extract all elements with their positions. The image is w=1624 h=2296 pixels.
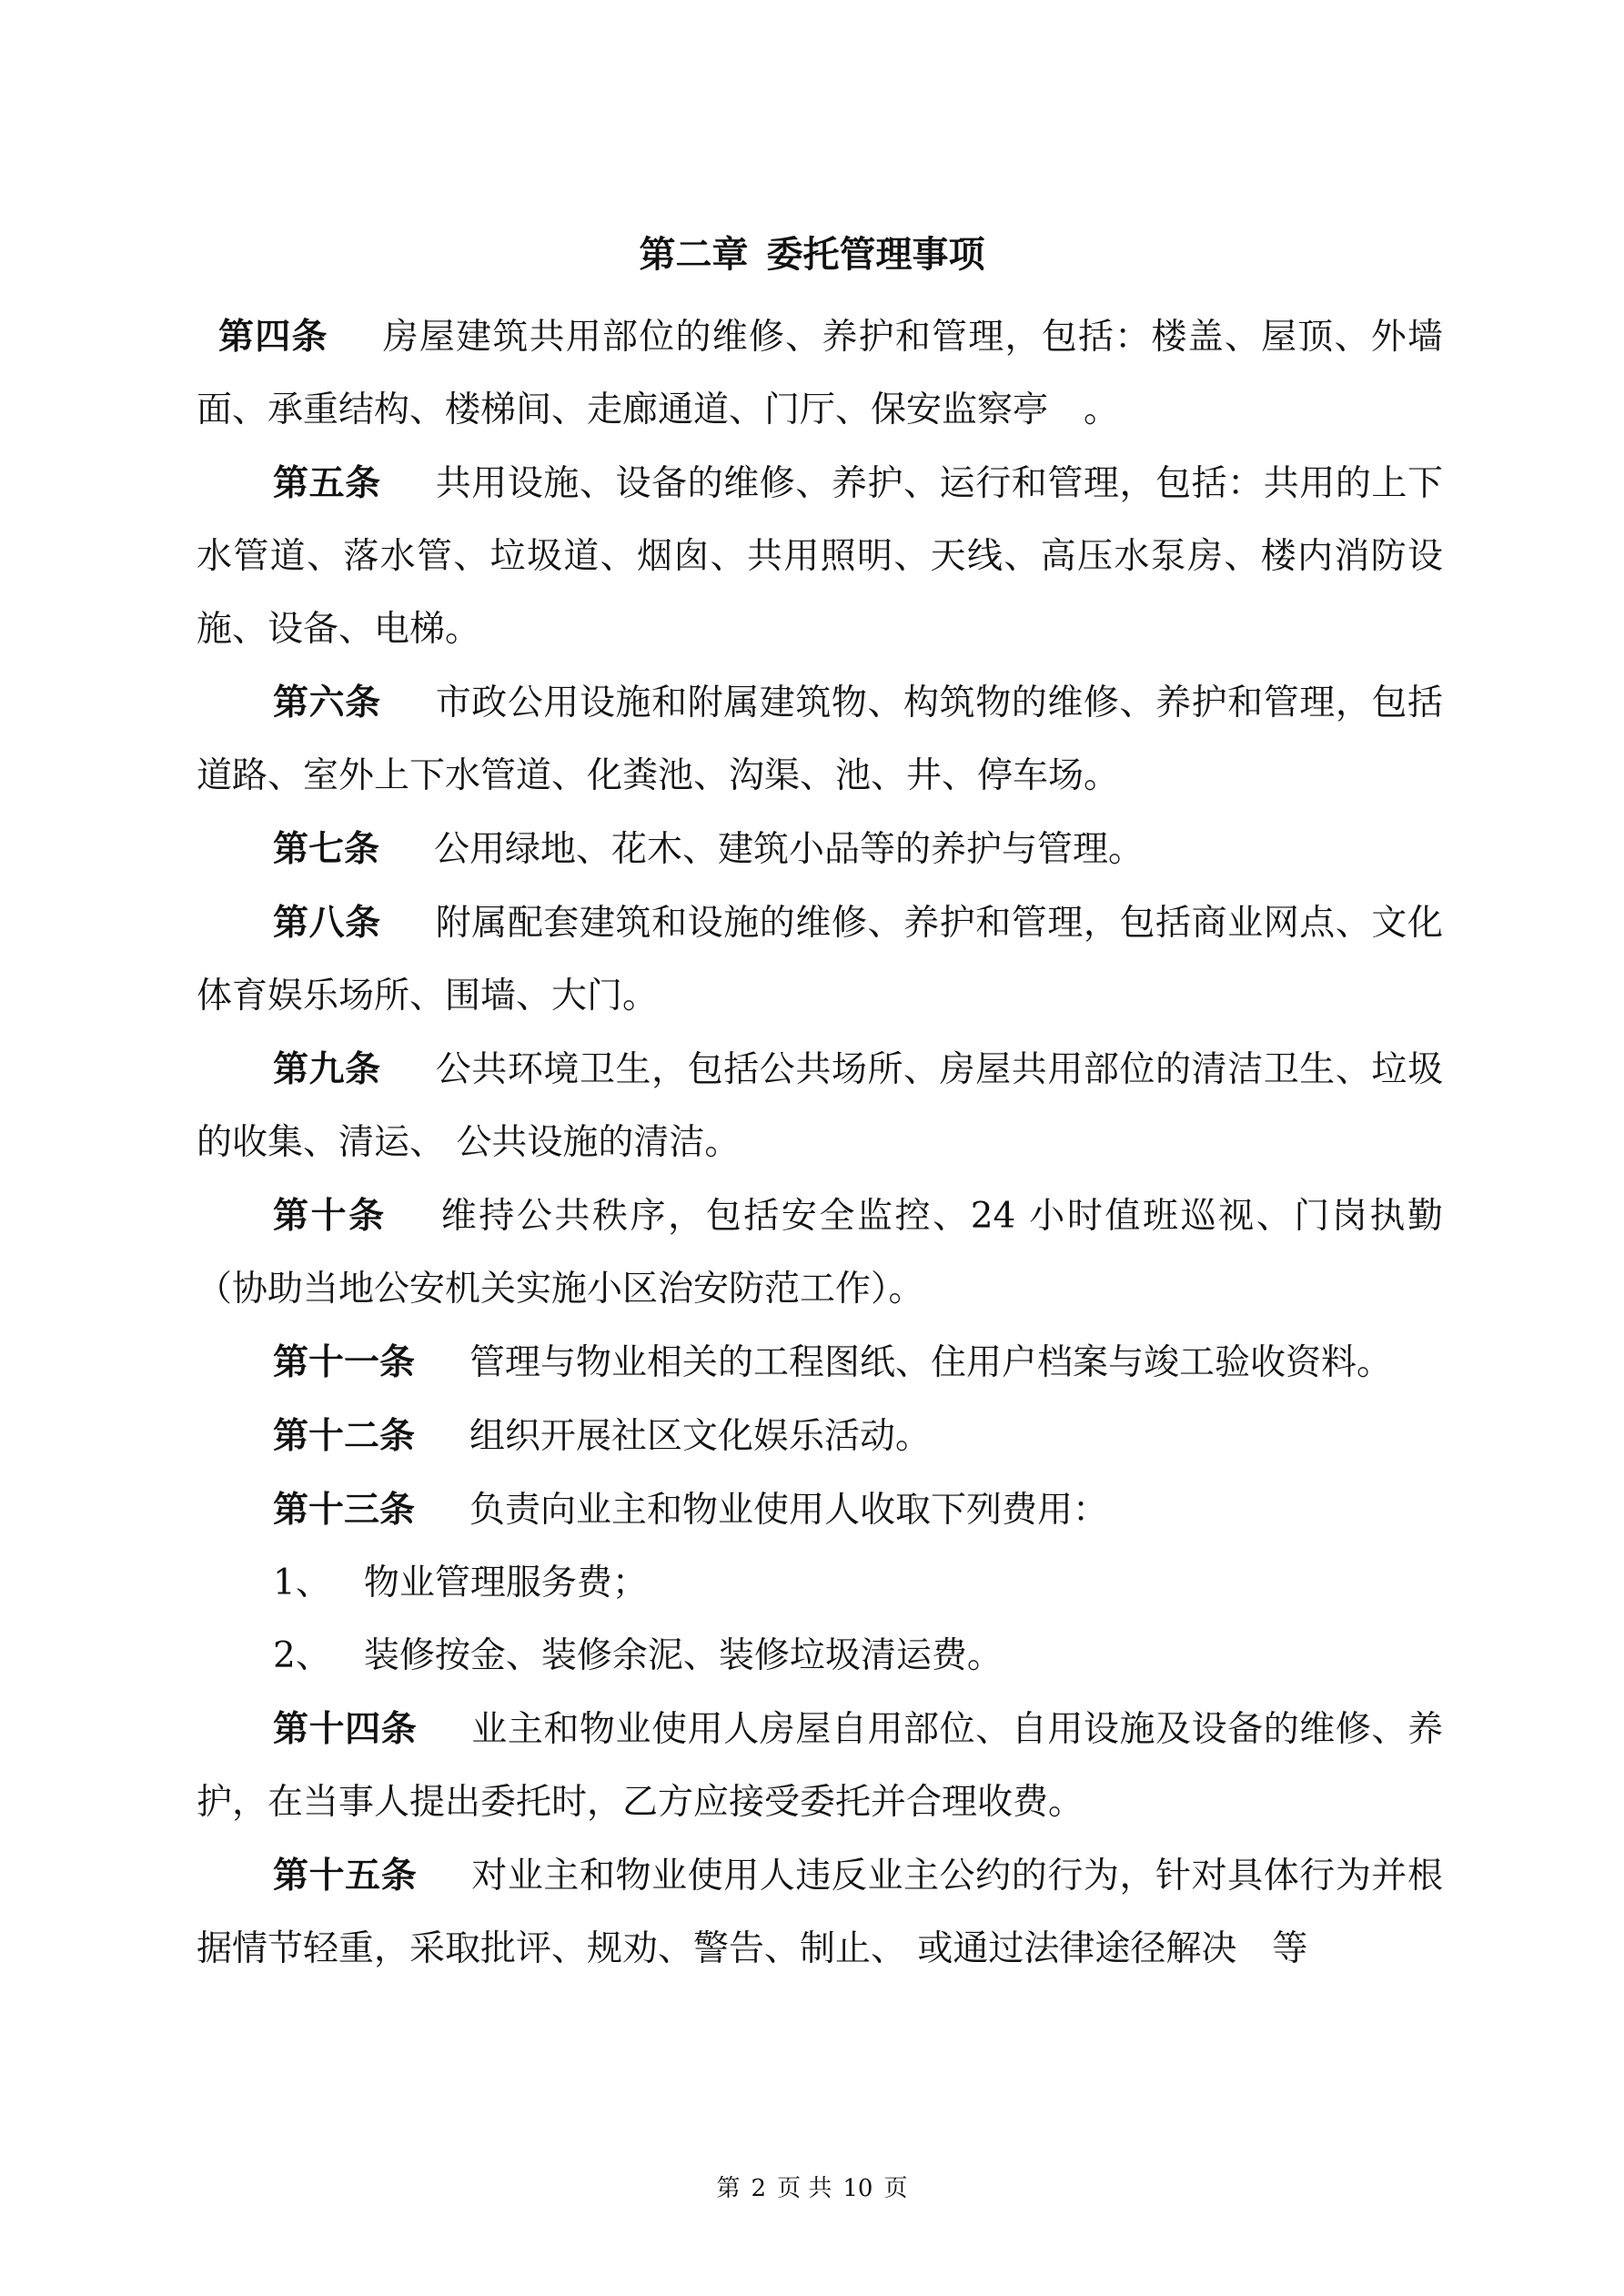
list-item-number: 2、 — [273, 1635, 331, 1676]
list-item-text: 物业管理服务费； — [363, 1563, 648, 1603]
article-label: 第七条 — [273, 828, 380, 870]
article-text: 负责向业主和物业使用人收取下列费用： — [469, 1490, 1109, 1531]
fee-list-item — [197, 1620, 1443, 1693]
article-label: 第八条 — [273, 902, 381, 944]
footer-page-of: 页 共 — [777, 2175, 832, 2202]
list-item-text: 装修按金、装修余泥、装修垃圾清运费。 — [363, 1635, 1003, 1676]
article-text: 共用设施、设备的维修、养护、运行和管理，包括：共用的上下水管道、落水管、垃圾道、烟囱、共用照明、天线、高压水泵房、楼内消防设施、设备、电梯。 — [197, 463, 1443, 650]
article-text: 维持公共秩序，包括安全监控、24 小时值班巡视、门岗执勤（协助当地公安机关实施小区治安防范工作）。 — [197, 1196, 1443, 1310]
list-item-number: 1、 — [273, 1563, 331, 1603]
article-label: 第六条 — [273, 682, 381, 723]
article-label: 第十三条 — [273, 1489, 416, 1531]
article-label: 第四条 — [218, 316, 328, 358]
page-footer — [0, 2173, 1624, 2204]
article-paragraph — [197, 886, 1443, 1033]
footer-page-suffix: 页 — [883, 2175, 908, 2202]
article-paragraph — [197, 1693, 1443, 1839]
article-paragraph — [197, 1839, 1443, 1986]
article-paragraph — [197, 1400, 1443, 1473]
article-text: 组织开展社区文化娱乐活动。 — [469, 1416, 932, 1457]
article-paragraph — [197, 1033, 1443, 1179]
chapter-prefix: 第二章 — [639, 233, 749, 276]
article-text: 业主和物业使用人房屋自用部位、自用设施及设备的维修、养护，在当事人提出委托时，乙方应接受委托并合理收费。 — [197, 1709, 1443, 1823]
article-text: 公用绿地、花木、建筑小品等的养护与管理。 — [434, 829, 1145, 870]
article-paragraph — [197, 813, 1443, 886]
article-label: 第九条 — [273, 1048, 381, 1090]
footer-page-word: 第 — [716, 2175, 741, 2202]
article-text: 管理与物业相关的工程图纸、住用户档案与竣工验收资料。 — [469, 1342, 1393, 1383]
chapter-title-text: 委托管理事项 — [766, 233, 985, 276]
fee-list-item — [197, 1547, 1443, 1620]
article-label: 第十五条 — [273, 1855, 418, 1896]
document-body — [197, 300, 1443, 1986]
article-paragraph — [197, 1326, 1443, 1400]
article-paragraph — [197, 300, 1443, 447]
article-label: 第十四条 — [273, 1708, 418, 1750]
article-text: 房屋建筑共用部位的维修、养护和管理，包括：楼盖、屋顶、外墙面、承重结构、楼梯间、走廊通道、门厅、保安监察亭 。 — [197, 317, 1443, 430]
chapter-title — [0, 229, 1624, 280]
article-label: 第十二条 — [273, 1415, 416, 1457]
article-paragraph — [197, 447, 1443, 666]
article-label: 第十条 — [273, 1195, 387, 1237]
article-paragraph — [197, 1179, 1443, 1326]
article-text: 附属配套建筑和设施的维修、养护和管理，包括商业网点、文化体育娱乐场所、围墙、大门。 — [197, 903, 1443, 1017]
article-text: 市政公用设施和附属建筑物、构筑物的维修、养护和管理，包括道路、室外上下水管道、化粪池、沟渠、池、井、停车场。 — [197, 683, 1443, 796]
footer-total-pages: 10 — [842, 2175, 873, 2202]
article-text: 公共环境卫生，包括公共场所、房屋共用部位的清洁卫生、垃圾的收集、清运、 公共设施的清洁。 — [197, 1049, 1443, 1163]
article-label: 第五条 — [273, 462, 381, 504]
footer-current-page: 2 — [751, 2175, 767, 2202]
article-paragraph — [197, 1473, 1443, 1547]
article-label: 第十一条 — [273, 1341, 416, 1383]
article-paragraph — [197, 666, 1443, 813]
article-text: 对业主和物业使用人违反业主公约的行为，针对具体行为并根据情节轻重，采取批评、规劝、警告、制止、 或通过法律途径解决 等 — [197, 1856, 1443, 1969]
